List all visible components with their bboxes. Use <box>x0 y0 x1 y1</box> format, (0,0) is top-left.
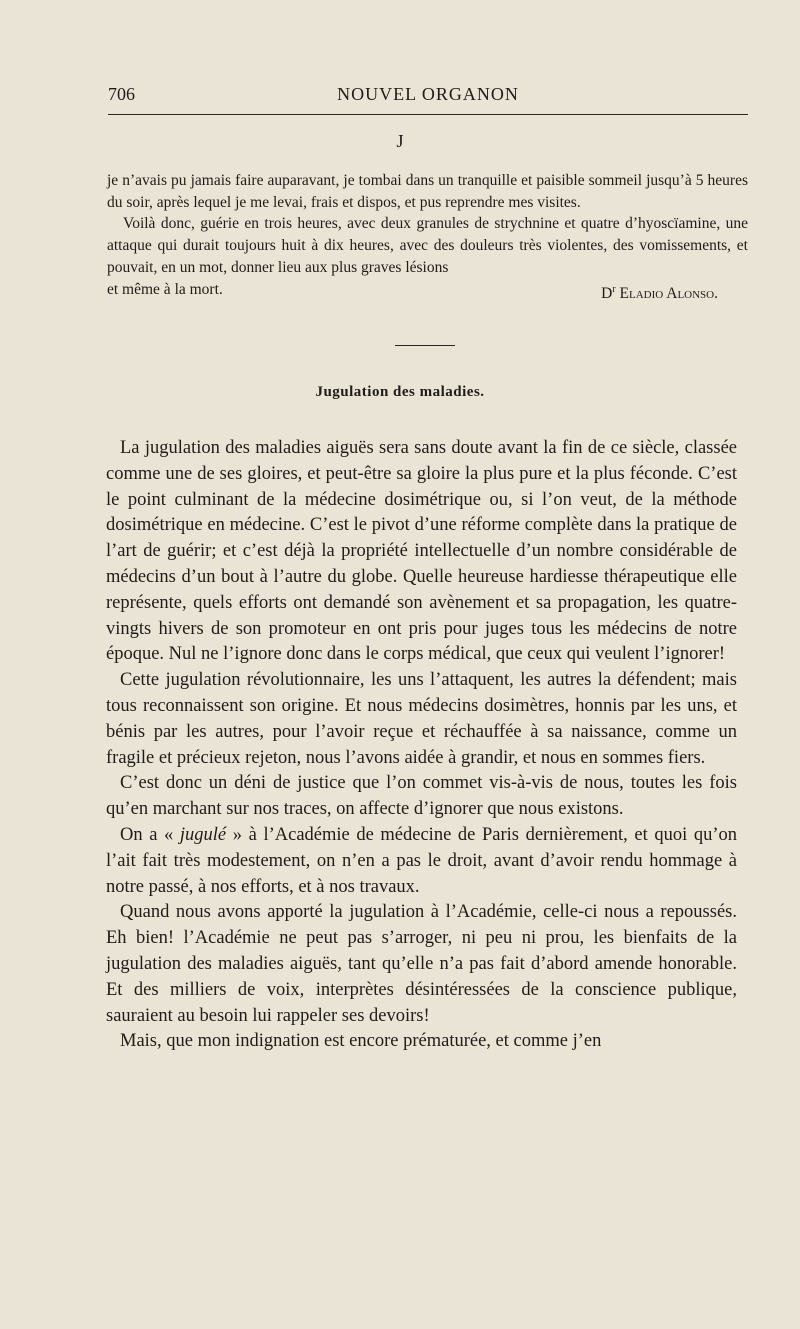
page-number: 706 <box>108 84 135 104</box>
article-body <box>106 436 737 1055</box>
author-prefix-sup: r <box>612 283 616 295</box>
paragraph-4-italic: jugulé <box>179 824 227 845</box>
author-name: Eladio Alonso. <box>619 284 718 302</box>
article-paragraph-1: La jugulation des maladies aiguës sera sans doute avant la fin de ce siècle, classée comme une de ses gloires, et peut-être sa gloire la plus pure et la plus féconde. C’est le point culminant de la médecine dosimétrique ou, si l’on veut, de la méthode dosimétrique en médecine. C’est le pivot d’une réforme complète dans la pratique de l’art de guérir; et c’est déjà la propriété intellectuelle d’un nombre considérable de médecins d’un bout à l’autre du globe. Quelle heureuse hardiesse thérapeutique elle représente, quels efforts ont demandé son avènement et sa propagation, les quatre-vingts hivers de son promoteur en ont pris pour juges tous les médecins de notre époque. Nul ne l’ignore donc dans le corps médical, que ceux qui veulent l’ignorer! <box>106 438 737 665</box>
article-paragraph-4 <box>106 823 737 900</box>
previous-article-ending <box>107 170 748 304</box>
author-signature <box>601 279 718 305</box>
article-paragraph-2: Cette jugulation révolutionnaire, les uns l’attaquent, les autres la défendent; mais tous reconnaissent son origine. Et nous médecins dosimètres, honnis par les uns, et bénis par les autres, pour l’avoir reçue et réchauffée à sa naissance, comme un fragile et précieux rejeton, nous l’avons aidée à grandir, et nous en sommes fiers. <box>106 670 737 768</box>
signature-line <box>107 279 748 305</box>
continuation-paragraph-2: Voilà donc, guérie en trois heures, avec deux granules de strychnine et quatre d’hyoscïamine, une attaque qui durait toujours huit à dix heures, avec des douleurs très violentes, des vomissements, et pouvait, en un mot, donner lieu aux plus graves lésions <box>107 215 748 276</box>
page-header <box>108 84 748 110</box>
article-paragraph-3: C’est donc un déni de justice que l’on commet vis-à-vis de nous, toutes les fois qu’en marchant sur nos traces, on affecte d’ignorer que nous existons. <box>106 773 737 820</box>
section-divider <box>395 345 455 346</box>
signature-mark: J <box>396 131 404 151</box>
header-rule <box>108 114 748 115</box>
continuation-paragraph-1: je n’avais pu jamais faire auparavant, je tombai dans un tranquille et paisible sommeil jusqu’à 5 heures du soir, après lequel je me levai, frais et dispos, et pus reprendre mes visites. <box>107 172 748 211</box>
author-prefix: D <box>601 284 613 302</box>
paragraph-4-start: On a « <box>120 824 180 845</box>
continuation-last-line: et même à la mort. <box>107 280 223 298</box>
running-title: NOUVEL ORGANON <box>337 84 519 104</box>
paragraph-4-rest: » à l’Académie de médecine de Paris dernièrement, et quoi qu’on l’ait fait très modestement, on n’en a pas le droit, avant d’avoir rendu hommage à notre passé, à nos efforts, et à nos travaux. <box>106 824 738 897</box>
article-paragraph-5: Quand nous avons apporté la jugulation à l’Académie, celle-ci nous a repoussés. Eh bien! l’Académie ne peut pas s’arroger, ni peu ni prou, les bienfaits de la jugulation des maladies aiguës, tant qu’elle n’a pas fait d’abord amende honorable. Et des milliers de voix, interprètes désintéressées de la conscience publique, sauraient au besoin lui rappeler ses devoirs! <box>106 902 737 1026</box>
section-title: Jugulation des maladies. <box>315 384 485 400</box>
article-paragraph-6: Mais, que mon indignation est encore prématurée, et comme j’en <box>120 1031 602 1052</box>
